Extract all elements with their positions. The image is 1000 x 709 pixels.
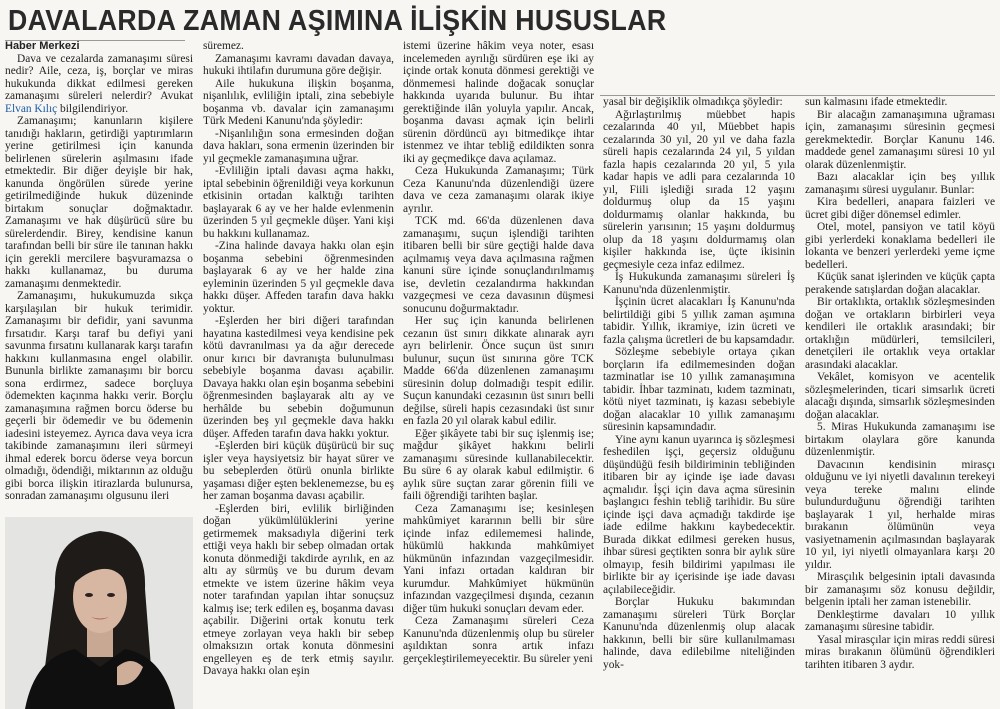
paragraph: Otel, motel, pansiyon ve tatil köyü gibi yerlerdeki konaklama bedelleri ile lokanta ve benzeri yerlerdeki yeme içme bedelleri. xyxy=(805,221,995,271)
headline: DAVALARDA ZAMAN AŞIMINA İLİŞKİN HUSUSLAR xyxy=(8,5,667,37)
paragraph: Her suç için kanunda belirlenen cezanın üst sınırı dikkate alınarak ayrı ayrı belirlenir. Önce suçun üst sınırı bulunur, suçun üst sınırına göre TCK Madde 66'da düzenlenen zamanaşımı süresinin dolup dolmadığı tespit edilir. Suçun kanundaki cezasının üst sınırı belli değilse, süreli hapis cezasındaki üst sınır en fazla 20 yıl olarak kabul edilir. xyxy=(403,315,594,427)
paragraph: Ceza Zamanaşımı ise; kesinleşen mahkûmiyet kararının belli bir süre içinde infaz edilememesi halinde, hükümlü hakkında mahkûmiyet hükmünün infazından vazgeçilmesidir. Yani infazı ortadan kaldıran bir kurumdur. Mahkûmiyet hükmünün infazından vazgeçilmesi dışında, cezanın diğer tüm hukuki sonuçları devam eder. xyxy=(403,502,594,615)
paragraph: İş Hukukunda zamanaşımı süreleri İş Kanunu'nda düzenlenmiştir. xyxy=(603,271,795,296)
paragraph: -Eşlerden her biri diğeri tarafından hayatına kastedilmesi veya kendisine pek kötü davranılması ya da ağır derecede onur kırıcı bir davranışta bulunulması sebebiyle boşanma davası açabilir. Davaya hakkı olan eşin boşanma sebebini öğrenmesinden başlayarak altı ay ve herhâlde bu sebebin doğumunun üzerinden beş yıl geçmekle dava hakkı düşer. Affeden tarafın dava hakkı yoktur. xyxy=(203,315,394,440)
paragraph: Aile hukukuna ilişkin boşanma, nişanlılık, evliliğin iptali, zina sebebiyle boşanma vb. davalar için zamanaşımı Türk Medeni Kanunu'nda şöyledir: xyxy=(203,77,394,127)
paragraph: -Zina halinde davaya hakkı olan eşin boşanma sebebini öğrenmesinden başlayarak 6 ay ve her halde zina eyleminin üzerinden 5 yıl geçmekle dava hakkı düşer. Affeden tarafın dava hakkı yoktur. xyxy=(203,240,394,315)
paragraph: Bazı alacaklar için beş yıllık zamanaşımı süresi uygulanır. Bunlar: xyxy=(805,171,995,196)
paragraph: Zamanaşımı kavramı davadan davaya, hukuki ihtilafın durumuna göre değişir. xyxy=(203,52,394,77)
paragraph: Ceza Zamanaşımı süreleri Ceza Kanunu'nda düzenlenmiş olup bu süreler aşıldıktan sonra artık infazı gerçekleştirilemeyecektir. Bu süreler yeni xyxy=(403,615,594,665)
author-photo xyxy=(5,517,193,709)
paragraph: süremez. xyxy=(203,40,244,52)
paragraph: -Eşlerden biri küçük düşürücü bir suç işler veya haysiyetsiz bir hayat sürer ve bu sebeplerden ötürü onunla birlikte yaşaması diğer eşten beklenemezse, bu eş her zaman boşanma davası açabilir. xyxy=(203,440,394,502)
paragraph: Kira bedelleri, anapara faizleri ve ücret gibi diğer dönemsel edimler. xyxy=(805,196,995,221)
paragraph: Davacının kendisinin mirasçı olduğunu ve iyi niyetli davalının terekeyi veya tereke malını elinde bulundurduğunu öğrendiği tarihten başlayarak 1 yıl, herhalde miras bırakanın ölümünün veya vasiyetnamenin açılmasından başlayarak 10 yıl, iyi niyetli olmayanlara karşı 20 yıldır. xyxy=(805,458,995,571)
paragraph: -Nişanlılığın sona ermesinden doğan dava hakları, sona ermenin üzerinden bir yıl geçmekle zamanaşımına uğrar. xyxy=(203,127,394,165)
paragraph: yasal bir değişiklik olmadıkça şöyledir: xyxy=(603,96,783,108)
paragraph: sun kalmasını ifade etmektedir. xyxy=(805,96,948,108)
paragraph: TCK md. 66'da düzenlenen dava zamanaşımı, suçun işlendiği tarihten itibaren belli bir süre geçtiği halde dava açılmamış veya dava açılmasına rağmen kanuni süre içinde sonuçlandırılmamış ise, devletin cezalandırma hakkından vazgeçmesi ve ceza davasının düşmesi sonucunu doğurmaktadır. xyxy=(403,215,594,315)
paragraph: İşçinin ücret alacakları İş Kanunu'nda belirtildiği gibi 5 yıllık zaman aşımına tabidir. Yıllık, ikramiye, izin ücreti ve fazla çalışma ücretleri de bu kapsamdadır. xyxy=(603,296,795,346)
paragraph: Eğer şikâyete tabi bir suç işlenmiş ise; mağdur şikâyet hakkını belirli zamanaşımı süresinde kullanabilecektir. Bu süre 6 ay olarak kabul edilmiştir. 6 aylık süre suçtan zarar görenin fiili ve faili öğrendiği tarihten başlar. xyxy=(403,427,594,502)
paragraph: Vekâlet, komisyon ve acentelik sözleşmelerinden, ticari simsarlık ücreti alacağı dışında, simsarlık sözleşmesinden doğan alacaklar. xyxy=(805,371,995,421)
lead-text-after: bilgilendiriyor. xyxy=(57,102,129,115)
paragraph: -Evliliğin iptali davası açma hakkı, iptal sebebinin öğrenildiği veya korkunun etkisinin ortadan kalktığı tarihten başlayarak 6 ay ve her halde evlenmenin üzerinden 5 yıl geçmekle düşer. Yani kişi bu hakkını kullanamaz. xyxy=(203,165,394,240)
lead-paragraph xyxy=(5,53,193,116)
paragraph: Bir alacağın zamanaşımına uğraması için, zamanaşımı süresinin geçmesi gerekmektedir. Borçlar Kanunu 146. maddede genel zamanaşımı süresi 10 yıl olarak düzenlenmiştir. xyxy=(805,108,995,171)
byline: Haber Merkezi xyxy=(5,40,80,52)
article-column-5 xyxy=(805,96,995,709)
paragraph: istemi üzerine hâkim veya noter, esası incelemeden ayrılığı sürdüren eşe iki ay içinde ortak konuta dönmesi gerektiği ve dönmemesi halinde doğacak sonuçlar hakkında uyarıda bulunur. Bu ihtar gerektiğinde ilân yoluyla yapılır. Ancak, boşanma davası açmak için belirli sürenin dördüncü ayı bitmedikçe ihtar istenmez ve ihtar tebliğ edildikten sonra iki ay geçmedikçe dava açılamaz. xyxy=(403,40,594,165)
paragraph: Küçük sanat işlerinden ve küçük çapta perakende satışlardan doğan alacaklar. xyxy=(805,271,995,296)
paragraph: Mirasçılık belgesinin iptali davasında bir zamanaşımı söz konusu değildir, belgenin iptali her zaman istenebilir. xyxy=(805,571,995,608)
article-column-1 xyxy=(5,40,193,516)
paragraph: Ağırlaştırılmış müebbet hapis cezalarında 40 yıl, Müebbet hapis cezalarında 30 yıl, 20 yıl ve daha fazla süreli hapis cezalarında 24 yıl, 5 yıldan fazla hapis cezalarında 20 yıl, 5 yıla kadar hapis ve adli para cezalarında 10 yıl, Fiili işlediği sırada 12 yaşını doldurmuş olup da 15 yaşını doldurmamış olanlar hakkında, bu sürelerin yarısının; 15 yaşını doldurmuş olup da 18 yaşını doldurmamış olan kişiler hakkında ise, üçte ikisinin geçmesiyle ceza infaz edilmez. xyxy=(603,108,795,271)
article-column-2 xyxy=(203,40,394,709)
author-portrait-image xyxy=(5,517,193,709)
paragraph: Yine aynı kanun uyarınca iş sözleşmesi feshedilen işçi, geçersiz olduğunu düşündüğü fesih bildiriminin tebliğinden itibaren bir ay içinde işe iade davası açmalıdır. İşçi için dava açma süresinin başlangıcı feshin tebliğ tarihidir. Bu süre içinde işçi dava açmadığı takdirde işe iade edilme hakkını kaybedecektir. Burada dikkat edilmesi gereken husus, ihbar süresi geçtikten sonra bir aylık süre olmayıp, fesih bildirimi yapılması ile birlikte bir ay içerisinde işe iade davası açılabileceğidir. xyxy=(603,433,795,596)
article-column-4 xyxy=(603,96,795,709)
paragraph: -Eşlerden biri, evlilik birliğinden doğan yükümlülüklerini yerine getirmemek maksadıyla diğerini terk ettiği veya haklı bir sebep olmadan ortak konuta dönmediği takdirde ayrılık, en az altı ay sürmüş ve bu durum devam etmekte ve istem üzerine hâkim veya noter tarafından yapılan ihtar sonuçsuz kalmış ise; terk edilen eş, boşanma davası açabilir. Diğerini ortak konutu terk etmeye zorlayan veya haklı bir sebep olmaksızın ortak konuta dönmesini engelleyen eş de terk etmiş sayılır. Davaya hakkı olan eşin xyxy=(203,502,394,677)
paragraph: Bir ortaklıkta, ortaklık sözleşmesinden doğan ve ortakların birbirleri veya kendileri ile ortaklık arasındaki; bir ortaklığın müdürleri, temsilcileri, denetçileri ile ortaklık veya ortaklar arasındaki alacaklar. xyxy=(805,296,995,371)
paragraph: Borçlar Hukuku bakımından zamanaşımı süreleri Türk Borçlar Kanunu'nda düzenlenmiş olup alacak hakkının, belli bir süre kullanılmaması halinde, dava edilebilme niteliğinden yok- xyxy=(603,596,795,671)
author-name: Elvan Kılıç xyxy=(5,102,58,115)
paragraph: Zamanaşımı, hukukumuzda sıkça karşılaşılan bir hukuk terimidir. Zamanaşımı bir defidir, yani savunma fırsatıdır. Karşı taraf bu defiyi yani savunma fırsatını kullanarak karşı tarafın hakkını kullanmasına engel olabilir. Bununla birlikte zamanaşımı bir borcu sona erdirmez, sadece borçluya ödemekten kaçınma hakkı verir. Borçlu zamanaşımına rağmen borcu öderse bu geçerli bir ödemedir ve bu ödemenin iadesini isteyemez. Ayrıca dava veya icra takibinde zamanaşımını ileri sürmeyi ihmal ederek borcu öderse veya borcun olmadığı, ödendiği, miktarının az olduğu gibi borca ilişkin itirazlarda bulunursa, sonradan zamanaşımı olgusunu ileri xyxy=(5,290,193,502)
paragraph: Ceza Hukukunda Zamanaşımı; Türk Ceza Kanunu'nda düzenlendiği üzere dava ve ceza zamanaşımı olarak ikiye ayrılır. xyxy=(403,165,594,215)
lead-text-before: Dava ve cezalarda zamanaşımı süresi nedir? Aile, ceza, iş, borçlar ve miras hukukunda dikkat edilmesi gereken zamanaşımı süreleri nelerdir? Avukat xyxy=(5,52,193,102)
paragraph: 5. Miras Hukukunda zamanaşımı ise birtakım olaylara göre kanunda düzenlenmiştir. xyxy=(805,421,995,458)
article-column-3 xyxy=(403,40,594,709)
paragraph: Zamanaşımı; kanunların kişilere tanıdığı hakların, getirdiği yaptırımların yerine getirilmesi için kanunda belirlenen sürelerin aşılmasını ifade etmektedir. Bir diğer deyişle bir hak, kanunda öngörülen sürede yerine getirilmediğinde hukuk düzeninde birtakım sonuçlar doğmaktadır. Zamanaşımı ve hak düşürücü süre bu sürelerdendir. Birey, kendisine kanun tarafından belli bir süre ile tanınan hakkı için gerekli mercilere başvuramazsa o hakkı kullanamaz, bu duruma zamanaşımı denmektedir. xyxy=(5,115,193,290)
paragraph: Denkleştirme davaları 10 yıllık zamanaşımı süresine tabidir. xyxy=(805,608,995,633)
paragraph: Sözleşme sebebiyle ortaya çıkan borçların ifa edilmemesinden doğan tazminatlar ise 10 yıllık zamanaşımına tabidir. İhbar tazminatı, kıdem tazminatı, kötü niyet tazminatı, iş kazası sebebiyle doğan alacaklar 10 yıllık zamanaşımı süresinin kapsamındadır. xyxy=(603,346,795,433)
paragraph: Yasal mirasçılar için miras reddi süresi miras bırakanın ölümünü öğrendikleri tarihten itibaren 3 aydır. xyxy=(805,633,995,671)
